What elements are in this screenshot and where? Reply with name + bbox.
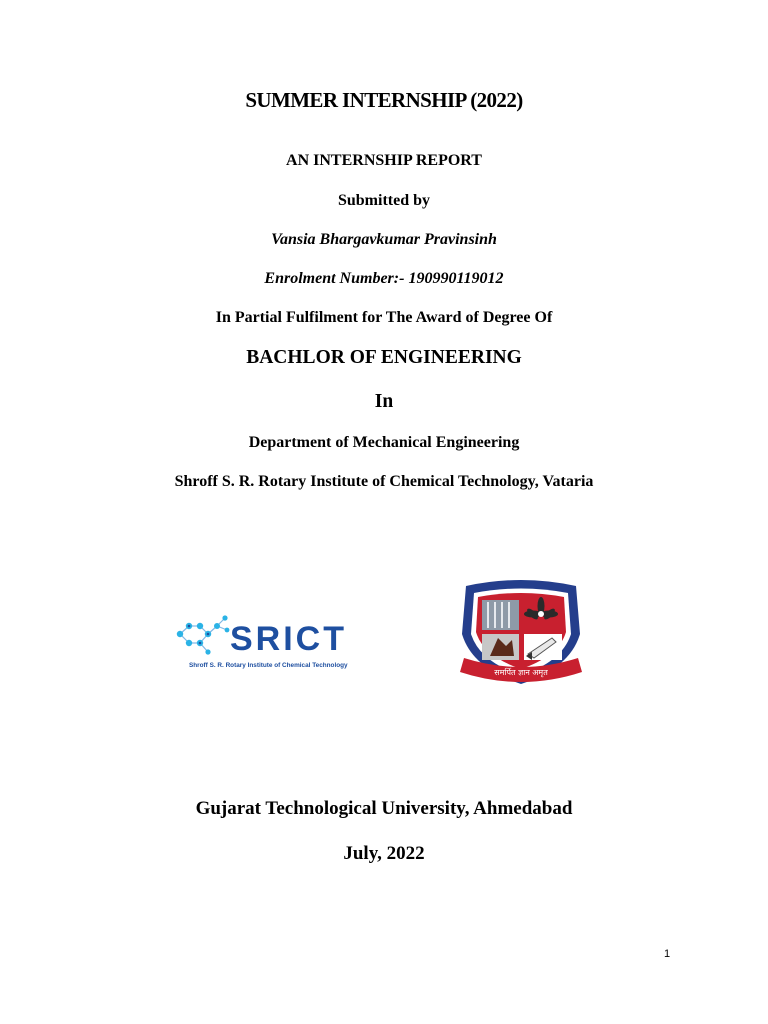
author-name: Vansia Bhargavkumar Pravinsinh [271, 231, 497, 248]
page-number: 1 [664, 948, 671, 960]
report-type: AN INTERNSHIP REPORT [286, 152, 482, 169]
report-title: SUMMER INTERNSHIP (2022) [245, 88, 523, 112]
enrolment-number: Enrolment Number:- 190990119012 [264, 270, 504, 287]
srict-logo [172, 612, 392, 674]
gtu-seal [452, 576, 590, 690]
university-name: Gujarat Technological University, Ahmedabad [195, 798, 573, 819]
in-label: In [374, 391, 394, 412]
molecule-icon [177, 615, 230, 654]
department-name: Department of Mechanical Engineering [248, 434, 520, 451]
submitted-by-label: Submitted by [337, 192, 431, 209]
srict-wordmark: SRICT [230, 620, 347, 658]
srict-caption: Shroff S. R. Rotary Institute of Chemical Technology [189, 662, 348, 669]
degree-name: BACHLOR OF ENGINEERING [246, 347, 522, 368]
partial-fulfilment-text: In Partial Fulfilment for The Award of Degree Of [215, 309, 553, 326]
report-date: July, 2022 [343, 843, 425, 864]
institute-name: Shroff S. R. Rotary Institute of Chemical Technology, Vataria [174, 473, 594, 490]
motto-text: समर्पित ज्ञान अमृत [494, 668, 548, 677]
